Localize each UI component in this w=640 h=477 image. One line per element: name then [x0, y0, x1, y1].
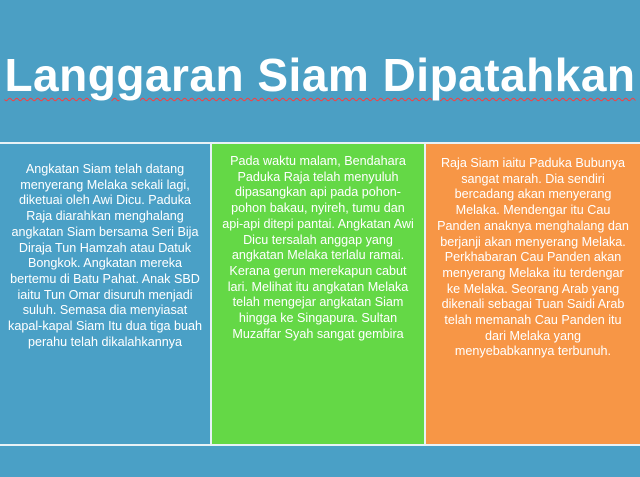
column-blue-text: Angkatan Siam telah datang menyerang Melaka sekali lagi, diketuai oleh Awi Dicu. Paduka Raja diarahkan menghalang angkatan Siam bersama Seri Bija Diraja Tun Hamzah atau Datuk Bongkok. Angkatan mereka bertemu di Batu Pahat. Anak SBD iaitu Tun Omar disuruh menjadi suluh. Semasa dia menyiasat kapal-kapal Siam Itu dua tiga buah perahu telah dikalahkannya	[8, 162, 202, 349]
column-green	[212, 142, 426, 444]
footer-band	[0, 444, 640, 477]
slide-title: Langgaran Siam Dipatahkan	[4, 49, 636, 101]
column-blue	[0, 142, 212, 444]
content-columns	[0, 142, 640, 444]
title-band	[0, 0, 640, 142]
column-orange	[426, 142, 640, 444]
column-orange-text: Raja Siam iaitu Paduka Bubunya sangat marah. Dia sendiri bercadang akan menyerang Melaka. Mendengar itu Cau Panden anaknya menghalang dan berjanji akan menyerang Melaka. Perkhabaran Cau Panden akan menyerang Melaka itu terdengar ke Melaka. Seorang Arab yang dikenali sebagai Tuan Saidi Arab telah memanah Cau Panden itu dari Melaka yang menyebabkannya terbunuh.	[437, 156, 629, 359]
column-green-text: Pada waktu malam, Bendahara Paduka Raja telah menyuluh dipasangkan api pada pohon-pohon bakau, nyireh, tumu dan api-api ditepi pantai. Angkatan Awi Dicu tersalah anggap yang angkatan Melaka terlalu ramai. Kerana gerun merekapun cabut lari. Melihat itu angkatan Melaka telah mengejar angkatan Siam hingga ke Singapura. Sultan Muzaffar Syah sangat gembira	[222, 154, 414, 341]
